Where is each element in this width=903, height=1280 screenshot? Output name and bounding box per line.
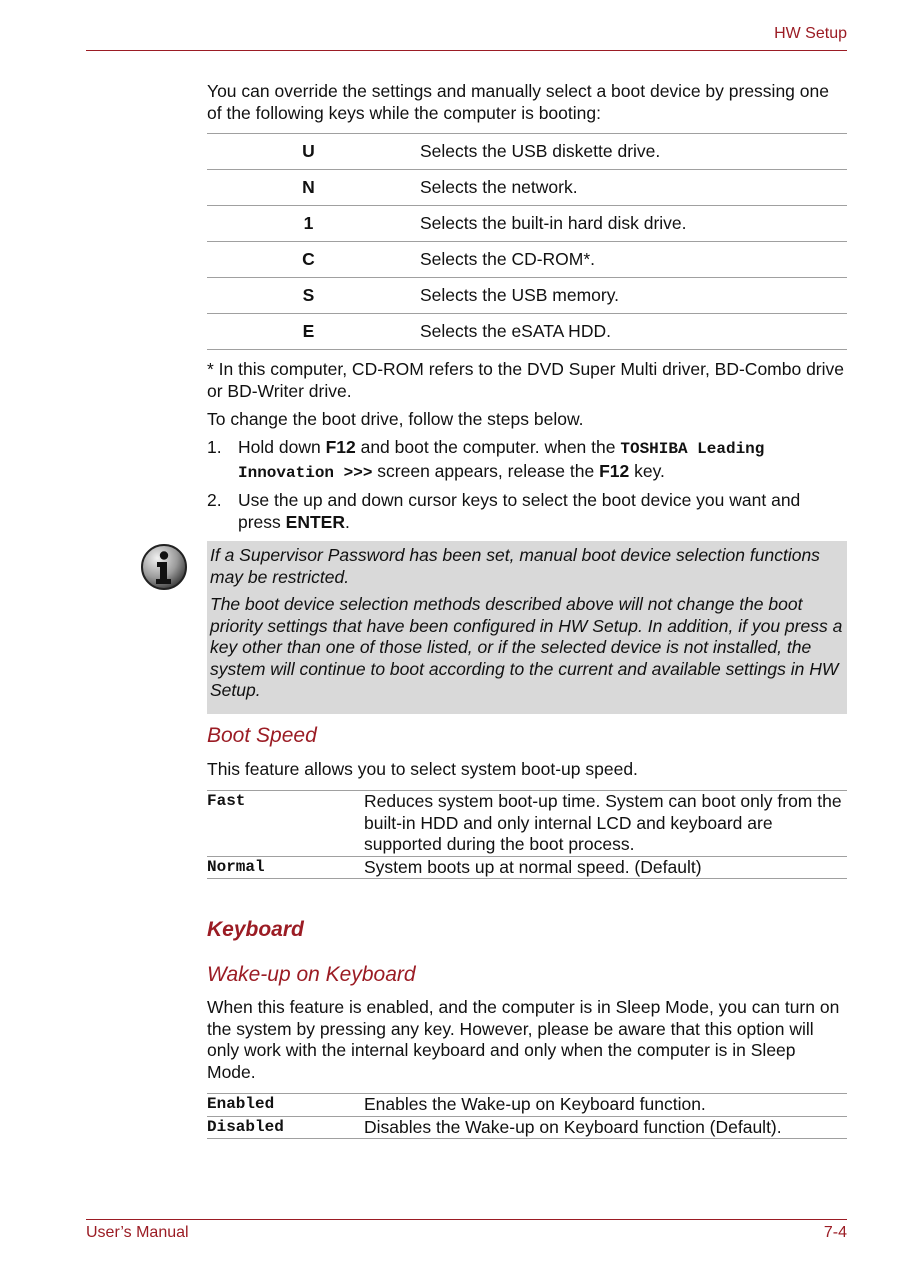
boot-key: C <box>207 242 420 278</box>
boot-key: S <box>207 278 420 314</box>
step-text: screen appears, release the <box>372 460 600 481</box>
step-number: 2. <box>207 490 222 510</box>
boot-key: U <box>207 134 420 170</box>
boot-speed-desc: This feature allows you to select system boot-up speed. <box>207 759 638 779</box>
step-text: Use the up and down cursor keys to select the boot device you want and press <box>238 490 801 532</box>
step-text: . <box>344 511 350 532</box>
table-row <box>207 314 847 350</box>
table-row <box>207 791 847 857</box>
steps-list <box>207 437 847 539</box>
boot-key: E <box>207 314 420 350</box>
boot-key: 1 <box>207 206 420 242</box>
boot-key-table <box>207 133 847 350</box>
table-row <box>207 856 847 879</box>
boot-key-desc: Selects the USB diskette drive. <box>420 134 847 170</box>
step-text: key. <box>629 460 665 481</box>
option-key: Enabled <box>207 1094 364 1117</box>
table-row <box>207 1094 847 1117</box>
option-desc: Enables the Wake-up on Keyboard function. <box>364 1094 847 1117</box>
boot-key-desc: Selects the USB memory. <box>420 278 847 314</box>
note-paragraph: The boot device selection methods described above will not change the boot priority settings that have been configured in HW Setup. In addition, if you press a key other than one of those listed, or if the selected device is not installed, the system will continue to boot according to the current and available settings in HW Setup. <box>210 594 843 700</box>
intro-paragraph: You can override the settings and manually select a boot device by pressing one of the following keys while the computer is booting: <box>207 81 829 123</box>
boot-speed-table <box>207 790 847 879</box>
boot-key-desc: Selects the eSATA HDD. <box>420 314 847 350</box>
boot-speed-heading: Boot Speed <box>207 724 317 747</box>
table-row <box>207 134 847 170</box>
boot-key-desc: Selects the built-in hard disk drive. <box>420 206 847 242</box>
list-item <box>207 437 847 484</box>
wake-up-heading: Wake-up on Keyboard <box>207 963 416 986</box>
option-key: Fast <box>207 791 364 857</box>
boot-key-desc: Selects the network. <box>420 170 847 206</box>
running-header: HW Setup <box>774 25 847 42</box>
option-key: Disabled <box>207 1116 364 1139</box>
table-row <box>207 206 847 242</box>
wake-up-table <box>207 1093 847 1139</box>
table-row <box>207 278 847 314</box>
note-paragraph: If a Supervisor Password has been set, manual boot device selection functions may be restricted. <box>210 545 820 587</box>
key-name: F12 <box>599 460 630 481</box>
keyboard-heading: Keyboard <box>207 918 304 941</box>
option-desc: System boots up at normal speed. (Default) <box>364 856 847 879</box>
table-row <box>207 1116 847 1139</box>
footer-manual-title: User’s Manual <box>86 1224 189 1241</box>
step-text: Hold down <box>238 437 326 457</box>
header-rule <box>86 50 847 51</box>
option-desc: Reduces system boot-up time. System can boot only from the built-in HDD and only internal LCD and keyboard are supported during the boot process. <box>364 791 847 857</box>
footnote: * In this computer, CD-ROM refers to the DVD Super Multi driver, BD-Combo drive or BD-Writer drive. <box>207 359 845 401</box>
footer-rule <box>86 1219 847 1220</box>
steps-intro: To change the boot drive, follow the steps below. <box>207 409 584 429</box>
key-name: ENTER <box>285 511 345 532</box>
page-number: 7-4 <box>823 1224 847 1241</box>
boot-key-desc: Selects the CD-ROM*. <box>420 242 847 278</box>
boot-key: N <box>207 170 420 206</box>
wake-up-desc: When this feature is enabled, and the computer is in Sleep Mode, you can turn on the system by pressing any key. However, please be aware that this option will only work with the internal keyboard and only when the computer is in Sleep Mode. <box>207 997 840 1082</box>
option-key: Normal <box>207 856 364 879</box>
info-icon <box>140 543 188 591</box>
table-row <box>207 242 847 278</box>
step-text: and boot the computer. when the <box>355 437 621 457</box>
table-row <box>207 170 847 206</box>
key-name: F12 <box>325 437 356 457</box>
note-box <box>207 541 847 714</box>
list-item <box>207 490 847 533</box>
screen-message: TOSHIBA Leading Innovation >>> <box>238 440 765 482</box>
step-number: 1. <box>207 437 222 457</box>
option-desc: Disables the Wake-up on Keyboard function (Default). <box>364 1116 847 1139</box>
